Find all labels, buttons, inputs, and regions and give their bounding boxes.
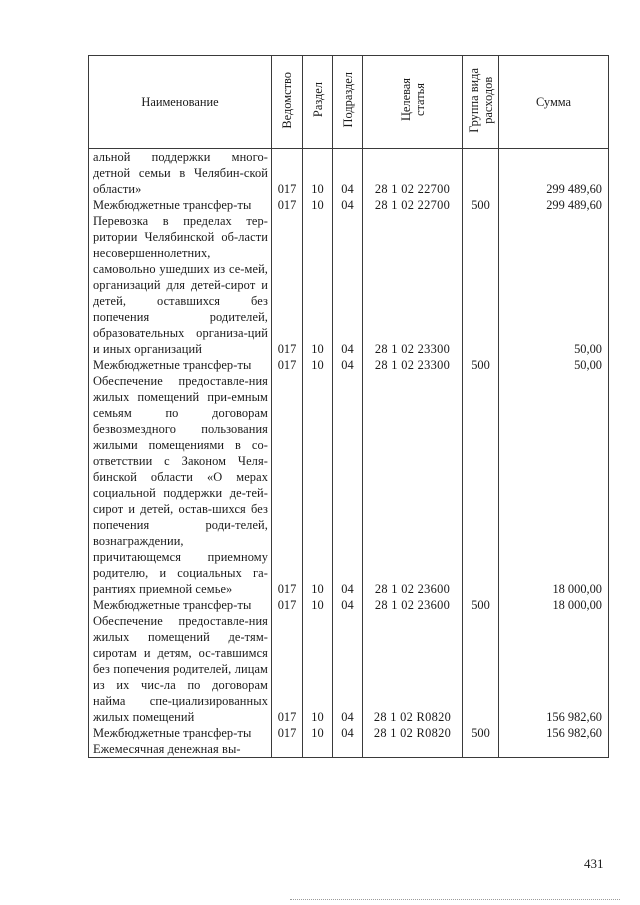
row-podrazdel: 04 — [333, 613, 363, 725]
row-razdel: 10 — [303, 149, 333, 198]
table-row — [89, 357, 609, 373]
row-celevaya-statya: 28 1 02 R0820 — [363, 613, 463, 725]
row-gruppa-vida — [463, 213, 499, 357]
header-razdel-label: Раздел — [310, 82, 325, 118]
row-podrazdel: 04 — [333, 357, 363, 373]
row-name: Обеспечение предоставле-ния жилых помещений де-тям-сиротам и детям, ос-тавшимся без попечения родителей, лицам из их чис-ла по договорам найма спе-циализированных жилых помещений — [89, 613, 272, 725]
row-summa: 18 000,00 — [499, 373, 609, 597]
row-name: Перевозка в пределах тер-ритории Челябинской об-ласти несовершеннолетних, самовольно ушедших из се-мей, организаций для детей-сирот и детей, оставшихся без попечения родителей, образовательных организа-ций и иных организаций — [89, 213, 272, 357]
row-razdel — [303, 741, 333, 758]
row-gruppa-vida — [463, 741, 499, 758]
row-summa: 50,00 — [499, 213, 609, 357]
row-razdel: 10 — [303, 373, 333, 597]
row-gruppa-vida: 500 — [463, 197, 499, 213]
header-gruppa-label: Группа вида расходов — [466, 67, 495, 133]
row-vedomstvo: 017 — [272, 725, 303, 741]
row-podrazdel: 04 — [333, 197, 363, 213]
row-celevaya-statya: 28 1 02 22700 — [363, 197, 463, 213]
row-name: альной поддержки много-детной семьи в Челябин-ской области» — [89, 149, 272, 198]
header-name: Наименование — [89, 56, 272, 149]
row-podrazdel: 04 — [333, 213, 363, 357]
row-name: Обеспечение предоставле-ния жилых помещений при-емным семьям по договорам безвозмездного пользования жилыми помещениями в со-ответствии с Законом Челя-бинской области «О мерах социальной поддержки де-тей-сирот и детей, остав-шихся без попечения роди-телей, вознаграждении, причитающемся приемному родителю, и социальных га-рантиях приемной семье» — [89, 373, 272, 597]
row-summa: 156 982,60 — [499, 725, 609, 741]
header-podrazdel-label: Подраздел — [340, 72, 355, 128]
row-vedomstvo: 017 — [272, 149, 303, 198]
table-row — [89, 725, 609, 741]
row-celevaya-statya: 28 1 02 23300 — [363, 357, 463, 373]
header-celevaya-label: Целевая статья — [398, 78, 427, 122]
table-row — [89, 213, 609, 357]
row-razdel: 10 — [303, 197, 333, 213]
row-summa: 156 982,60 — [499, 613, 609, 725]
row-podrazdel: 04 — [333, 597, 363, 613]
row-name: Межбюджетные трансфер-ты — [89, 357, 272, 373]
row-celevaya-statya: 28 1 02 23600 — [363, 597, 463, 613]
row-vedomstvo: 017 — [272, 213, 303, 357]
table-row — [89, 741, 609, 758]
row-podrazdel: 04 — [333, 725, 363, 741]
row-name: Ежемесячная денежная вы- — [89, 741, 272, 758]
row-razdel: 10 — [303, 597, 333, 613]
row-razdel: 10 — [303, 357, 333, 373]
row-razdel: 10 — [303, 725, 333, 741]
row-gruppa-vida — [463, 373, 499, 597]
row-celevaya-statya: 28 1 02 R0820 — [363, 725, 463, 741]
budget-table — [88, 55, 609, 758]
row-vedomstvo: 017 — [272, 613, 303, 725]
row-summa: 18 000,00 — [499, 597, 609, 613]
row-gruppa-vida: 500 — [463, 357, 499, 373]
row-celevaya-statya — [363, 741, 463, 758]
table-row — [89, 197, 609, 213]
row-gruppa-vida: 500 — [463, 597, 499, 613]
header-podrazdel — [333, 56, 363, 149]
header-gruppa-vida — [463, 56, 499, 149]
row-vedomstvo — [272, 741, 303, 758]
row-vedomstvo: 017 — [272, 597, 303, 613]
row-summa — [499, 741, 609, 758]
bottom-scan-edge — [290, 899, 620, 900]
row-podrazdel: 04 — [333, 149, 363, 198]
row-celevaya-statya: 28 1 02 23600 — [363, 373, 463, 597]
row-vedomstvo: 017 — [272, 373, 303, 597]
row-celevaya-statya: 28 1 02 23300 — [363, 213, 463, 357]
row-razdel: 10 — [303, 613, 333, 725]
row-name: Межбюджетные трансфер-ты — [89, 725, 272, 741]
row-summa: 299 489,60 — [499, 149, 609, 198]
row-summa: 299 489,60 — [499, 197, 609, 213]
header-vedomstvo — [272, 56, 303, 149]
header-summa: Сумма — [499, 56, 609, 149]
row-gruppa-vida: 500 — [463, 725, 499, 741]
table-header-row — [89, 56, 609, 149]
header-vedomstvo-label: Ведомство — [280, 71, 294, 129]
table-row — [89, 149, 609, 198]
header-razdel — [303, 56, 333, 149]
table-row — [89, 597, 609, 613]
page-number: 431 — [584, 856, 604, 871]
row-name: Межбюджетные трансфер-ты — [89, 597, 272, 613]
row-gruppa-vida — [463, 149, 499, 198]
table-row — [89, 613, 609, 725]
row-podrazdel: 04 — [333, 373, 363, 597]
row-summa: 50,00 — [499, 357, 609, 373]
row-name: Межбюджетные трансфер-ты — [89, 197, 272, 213]
header-celevaya-statya — [363, 56, 463, 149]
row-vedomstvo: 017 — [272, 197, 303, 213]
row-razdel: 10 — [303, 213, 333, 357]
row-gruppa-vida — [463, 613, 499, 725]
row-vedomstvo: 017 — [272, 357, 303, 373]
row-podrazdel — [333, 741, 363, 758]
table-row — [89, 373, 609, 597]
row-celevaya-statya: 28 1 02 22700 — [363, 149, 463, 198]
